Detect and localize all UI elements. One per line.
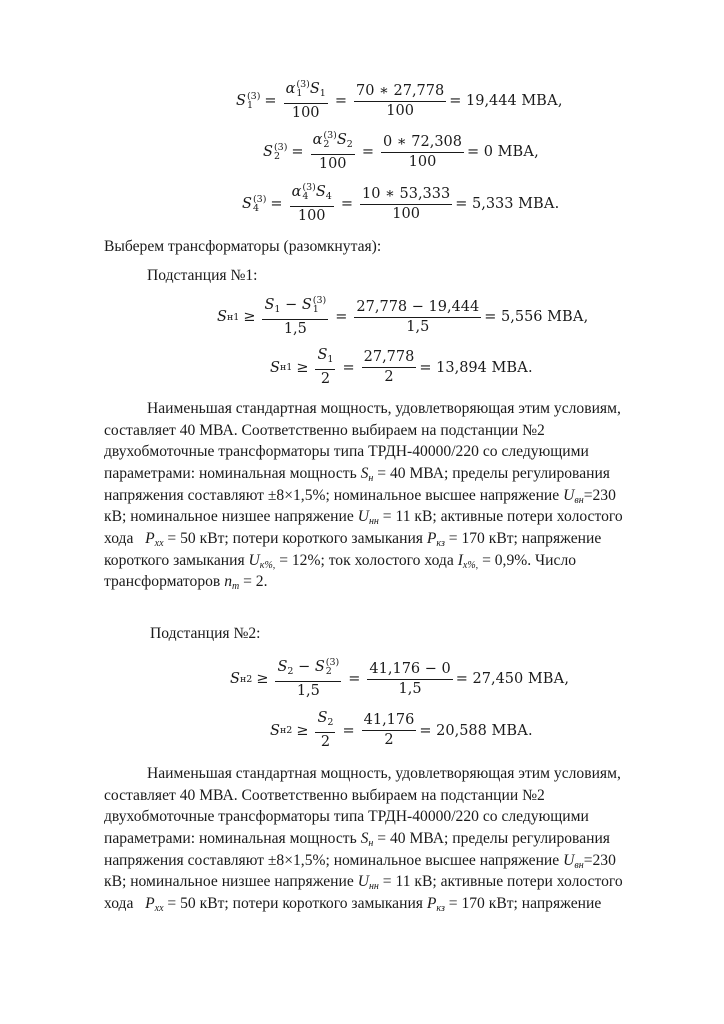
symbol-sub: н [368,838,374,849]
formula-sn1-b: S н1 ≥ $\frac{S_1}{2}$ = $\frac{27,778}{2}$ = 13,894 МВА. [270,347,533,387]
s-sub: 4 [325,191,332,202]
para2-line: = 170 кВт; напряжение [444,895,602,912]
fraction-denominator: 100 [392,205,420,222]
fraction-denominator: 100 [318,156,347,172]
formula-sup: (3) [252,194,267,205]
alpha-symbol: α [285,81,296,97]
para1-line: = 170 кВт; напряжение [444,530,602,547]
symbol-sub: к%, [259,560,276,571]
symbol-sub: х%, [462,560,479,571]
alpha-symbol: α [312,132,323,148]
para1-line: трансформаторов [104,573,225,590]
fraction-numerator: 0 ∗ 72,308 [381,134,464,153]
substation-2-heading: Подстанция №2: [150,625,261,642]
num-sub: 1 [274,304,281,315]
symbol-uk: U [248,552,260,569]
symbol-pkz: P [426,530,437,547]
substation-1-heading: Подстанция №1: [147,267,258,284]
fraction-denominator: 2 [384,732,394,748]
formula-result: = 5,556 МВА, [484,309,589,325]
lhs-sub: н1 [279,362,293,373]
formula-sub: 2 [273,151,280,162]
symbol-sub: вн [574,860,584,871]
formula-symbol: S [242,196,252,212]
symbol-sub: вн [574,495,584,506]
para2-line: параметрами: номинальная мощность [104,830,361,847]
symbol-sub: н [368,473,374,484]
alpha-sup: (3) [296,79,310,90]
symbol-uvn: U [563,852,575,869]
symbol-nt: n [224,573,232,590]
symbol-sub: кз [436,538,445,549]
formula-symbol: S [263,144,273,160]
symbol-uvn: U [563,487,575,504]
fraction: $\frac{S_2}{2}$ [317,710,334,750]
num-sub2: 2 [325,666,332,677]
symbol-pxx: P [145,895,155,912]
formula-result: = 13,894 МВА. [419,359,533,376]
s-sub: 2 [346,139,353,150]
fraction-denominator: 100 [386,102,414,119]
fraction: $S_1 - S$ (3) 1 1,5 [264,295,327,337]
fraction-numerator: 27,778 − 19,444 [354,299,481,318]
num-sub2: 1 [312,304,319,315]
fraction-denominator: 1,5 [406,318,430,335]
formula-result: = 5,333 МВА. [455,196,560,212]
para1-line: Наименьшая стандартная мощность, удовлетворяющая этим условиям, [147,400,621,417]
fraction: α (3) 4 $S_4$ 100 [291,182,332,224]
formula-s4-3: S (3) 4 = α (3) 4 $S_4$ 100 = $\frac{10 ∗ 53,333}{100}$ = 5,333 МВА. [242,182,560,224]
fraction-numerator: 27,778 [362,349,417,368]
para2-line: Наименьшая стандартная мощность, удовлетворяющая этим условиям, [147,765,621,782]
formula-result: = 20,588 МВА. [419,722,533,739]
lhs-sub: н2 [279,725,293,736]
alpha-sup: (3) [302,182,316,193]
lhs-sub: н1 [226,311,240,323]
fraction: α (3) 2 $S_2$ 100 [312,130,353,172]
para2-line: напряжения составляют ±8×1,5%; номинальное высшее напряжение [104,852,564,869]
para2-line: двухобмоточные трансформаторы типа ТРДН-40000/220 со следующими [104,808,589,825]
para1-line: хода [104,530,146,547]
symbol-sub: нн [368,516,379,527]
fraction-numeric [362,349,417,386]
para1-line: = 40 МВА; пределы регулирования [373,465,610,482]
symbol-sub: кз [436,903,445,914]
para2-line: = 11 кВ; активные потери холостого [378,873,623,890]
formula-sup: (3) [246,91,261,102]
alpha-sup: (3) [323,130,337,141]
alpha-sub: 2 [323,139,330,150]
formula-s1-3: S (3) 1 = α (3) 1 $S_1$ 100 = $\frac{70 ∗ 27,778}{100}$ = 19,444 МВА, [236,79,563,121]
para2-line: составляет 40 МВА. Соответственно выбираем на подстанции №2 [104,787,545,804]
para2-line: = 40 МВА; пределы регулирования [373,830,610,847]
num-sub: 2 [287,666,294,677]
symbol-pxx: P [145,530,155,547]
para1-line: = 0,9%. Число [478,552,577,569]
formula-sub: 1 [246,100,253,111]
fraction-denominator: 100 [408,153,437,170]
para1-line: = 2. [239,573,268,590]
alpha-sub: 4 [302,191,309,202]
para1-line: двухобмоточные трансформаторы типа ТРДН-40000/220 со следующими [104,443,589,460]
symbol-sub: нн [368,881,379,892]
symbol-pkz: P [426,895,437,912]
fraction-denominator: 2 [320,371,331,387]
fraction-numeric [354,299,481,336]
fraction-numerator: 70 ∗ 27,778 [354,83,446,102]
para1-line: кВ; номинальное низшее напряжение [104,508,358,525]
formula-s2-3: S (3) 2 = α (3) 2 $S_2$ 100 = $\frac{0 ∗ 72,308}{100}$ = 0 МВА, [263,130,539,172]
para2-line: кВ; номинальное низшее напряжение [104,873,358,890]
para2-line: =230 [583,852,616,869]
symbol-unn: U [357,873,369,890]
s-sub: 1 [319,88,326,99]
alpha-symbol: α [291,184,302,200]
para1-line: =230 [583,487,616,504]
para1-line: = 50 кВт; потери короткого замыкания [163,530,427,547]
para1-line: короткого замыкания [104,552,249,569]
para2-line: = 50 кВт; потери короткого замыкания [163,895,427,912]
formula-symbol: S [236,93,246,109]
fraction-denominator: 1,5 [283,321,307,337]
fraction-numeric [362,712,417,749]
symbol-sub: хх [154,538,164,549]
formula-sn2-b: S н2 ≥ $\frac{S_2}{2}$ = $\frac{41,176}{2}$ = 20,588 МВА. [270,710,533,750]
lhs-sub: н2 [239,673,253,685]
num-sup: (3) [325,657,340,668]
para1-line: параметрами: номинальная мощность [104,465,361,482]
formula-sn1-a: S н1 ≥ $S_1 - S$ (3) 1 1,5 = $\frac{27,778 - 19,444}{1,5}$ = 5,556 МВА, [217,295,589,337]
symbol-sub: хх [154,903,164,914]
para1-line: = 12%; ток холостого хода [275,552,458,569]
symbol-unn: U [357,508,369,525]
alpha-sub: 1 [296,88,303,99]
fraction: $\frac{S_1}{2}$ [317,347,334,387]
formula-sub: 4 [252,203,259,214]
fraction-numeric [360,186,452,223]
fraction-numerator: 41,176 [362,712,417,731]
para1-line: напряжения составляют ±8×1,5%; номинальное высшее напряжение [104,487,564,504]
para1-line: = 11 кВ; активные потери холостого [378,508,623,525]
fraction-denominator: 2 [384,369,394,385]
fraction-numerator: 10 ∗ 53,333 [360,186,452,205]
fraction-denominator: 1,5 [398,680,422,697]
para2-line: хода [104,895,146,912]
formula-sup: (3) [273,142,288,153]
fraction-numeric [354,83,446,120]
num-sub: 2 [327,717,334,728]
num-sup: (3) [312,295,327,306]
symbol-sub: т [231,581,240,592]
formula-result: = 0 МВА, [467,144,539,160]
fraction: α (3) 1 $S_1$ 100 [285,79,326,121]
formula-sn2-a: S н2 ≥ $S_2 - S$ (3) 2 1,5 = $\frac{41,176 - 0}{1,5}$ = 27,450 МВА, [230,657,569,699]
num-sub: 1 [327,354,334,365]
symbol-ix: I [457,552,463,569]
symbol-sn: S [360,465,369,482]
fraction-denominator: 1,5 [296,683,320,699]
fraction: $S_2 - S$ (3) 2 1,5 [277,657,340,699]
fraction-numeric [381,134,464,171]
formula-result: = 27,450 МВА, [455,671,569,687]
para1-line: составляет 40 МВА. Соответственно выбираем на подстанции №2 [104,422,545,439]
formula-result: = 19,444 МВА, [449,93,563,109]
fraction-numerator: 41,176 − 0 [367,661,452,680]
fraction-denominator: 100 [291,105,320,121]
select-transformers-text: Выберем трансформаторы (разомкнутая): [104,238,382,255]
fraction-numeric [367,661,452,698]
fraction-denominator: 100 [297,208,326,224]
fraction-denominator: 2 [320,734,331,750]
symbol-sn: S [360,830,369,847]
